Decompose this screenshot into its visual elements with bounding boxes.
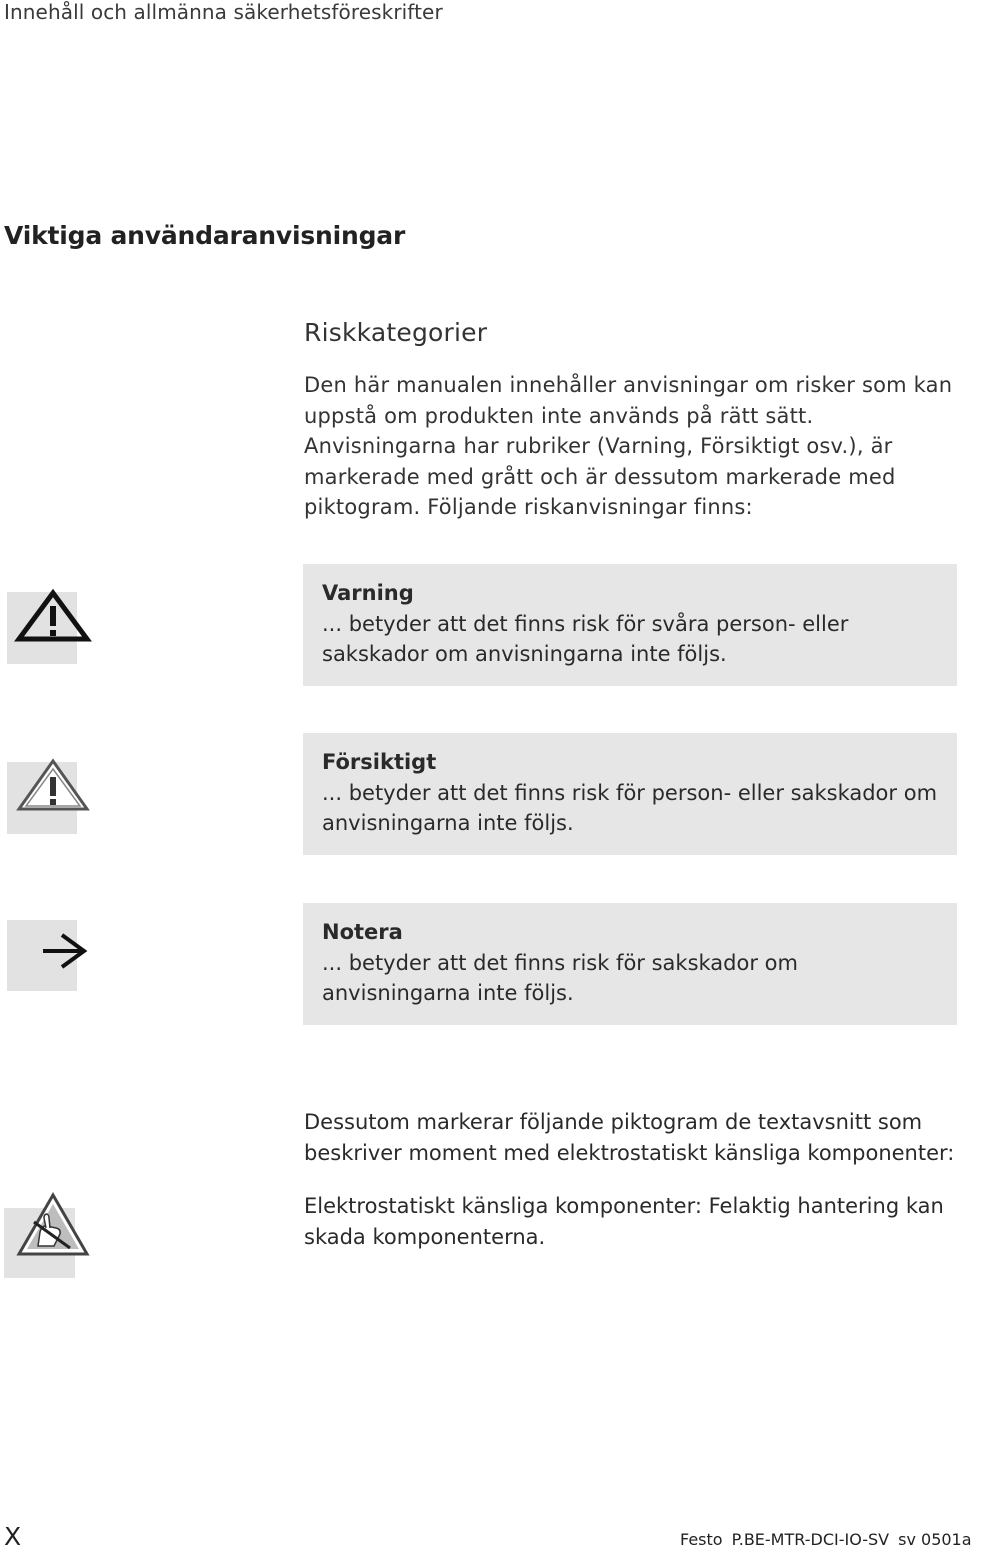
risk-intro-paragraph <box>304 370 953 523</box>
warning-text-line: ... betyder att det finns risk för svåra person- eller <box>322 611 849 636</box>
esd-intro-line: beskriver moment med elektrostatiskt känsliga komponenter: <box>304 1140 955 1165</box>
esd-note-line: skada komponenterna. <box>304 1224 546 1249</box>
warning-text-line: sakskador om anvisningarna inte följs. <box>322 642 727 666</box>
intro-line: uppstå om produkten inte används på rätt sätt. <box>304 403 814 428</box>
caution-label: Försiktigt <box>322 750 437 774</box>
warning-label: Varning <box>322 581 414 605</box>
note-label: Notera <box>322 920 403 944</box>
footer-doc-id: P.BE-MTR-DCI-IO-SV <box>731 1530 890 1549</box>
esd-note-line: Elektrostatiskt känsliga komponenter: Felaktig hantering kan <box>304 1194 944 1218</box>
intro-line: Den här manualen innehåller anvisningar om risker som kan <box>304 373 953 397</box>
page-number: X <box>4 1522 22 1551</box>
warning-notice <box>303 564 957 686</box>
warning-triangle-icon <box>16 590 90 646</box>
arrow-right-icon <box>40 931 90 975</box>
esd-intro-paragraph <box>304 1107 954 1168</box>
footer-doc-info <box>680 1530 981 1549</box>
caution-text-line: anvisningarna inte följs. <box>322 811 574 835</box>
caution-notice <box>303 733 957 855</box>
risk-categories-title: Riskkategorier <box>304 318 488 347</box>
note-text-line: anvisningarna inte följs. <box>322 981 574 1005</box>
esd-intro-line: Dessutom markerar följande piktogram de textavsnitt som <box>304 1110 923 1134</box>
caution-triangle-icon <box>16 758 90 816</box>
caution-text-line: ... betyder att det finns risk för person- eller sakskador om <box>322 780 938 805</box>
esd-hand-icon <box>16 1192 90 1262</box>
intro-line: markerade med grått och är dessutom markerade med <box>304 464 896 489</box>
footer-company: Festo <box>680 1530 723 1549</box>
note-text-line: ... betyder att det finns risk för sakskador om <box>322 950 798 975</box>
esd-note-paragraph <box>304 1191 944 1252</box>
intro-line: piktogram. Följande riskanvisningar finns: <box>304 495 753 519</box>
section-title: Viktiga användaranvisningar <box>4 221 406 250</box>
intro-line: Anvisningarna har rubriker (Varning, Försiktigt osv.), är <box>304 434 893 458</box>
note-notice <box>303 903 957 1025</box>
page-header-title: Innehåll och allmänna säkerhetsföreskrifter <box>4 0 443 24</box>
footer-version: sv 0501a <box>898 1530 972 1549</box>
